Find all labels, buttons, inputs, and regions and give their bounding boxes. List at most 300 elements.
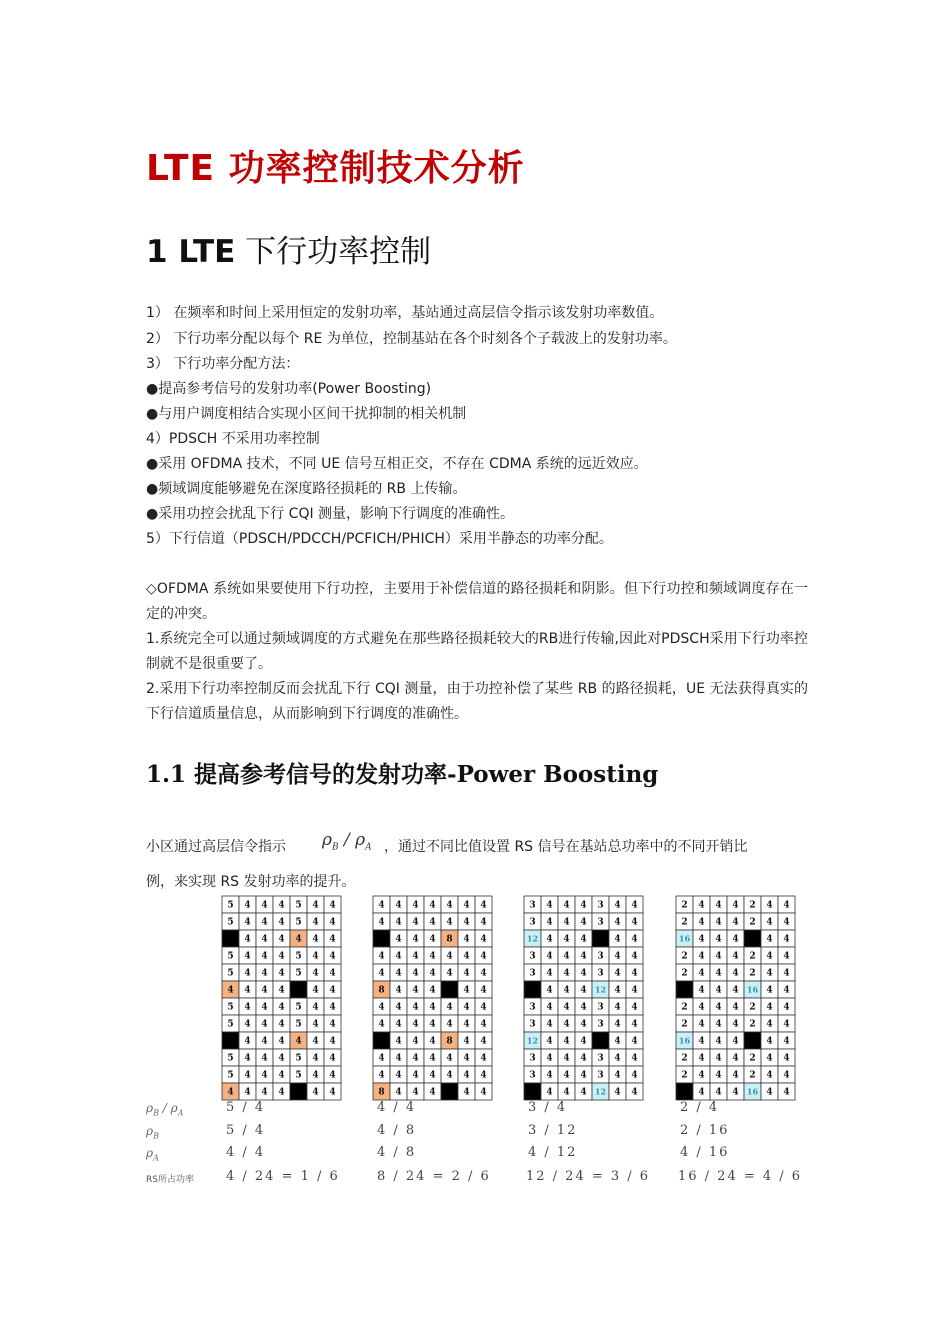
re-cell-value: 4 bbox=[546, 934, 553, 945]
re-cell bbox=[676, 1083, 693, 1100]
re-cell-value: 4 bbox=[614, 1053, 621, 1064]
re-cell-value: 4 bbox=[766, 1036, 773, 1047]
re-cell-value: 4 bbox=[463, 900, 470, 911]
re-cell-value: 4 bbox=[261, 1070, 268, 1081]
slash: / bbox=[338, 830, 356, 850]
re-cell-value: 4 bbox=[412, 1087, 419, 1098]
re-cell-value: 4 bbox=[698, 951, 705, 962]
re-cell-value: 4 bbox=[446, 917, 453, 928]
re-cell-value: 5 bbox=[227, 1053, 234, 1064]
re-cell-value: 4 bbox=[261, 934, 268, 945]
re-cell-value: 4 bbox=[329, 1087, 336, 1098]
slash: / bbox=[158, 1101, 171, 1115]
re-cell-value: 4 bbox=[614, 934, 621, 945]
re-cell-value: 4 bbox=[463, 917, 470, 928]
re-cell-value: 4 bbox=[614, 951, 621, 962]
re-cell-value: 4 bbox=[580, 968, 587, 979]
col3-rho-a: 4 / 12 bbox=[528, 1145, 578, 1160]
re-cell-value: 4 bbox=[312, 1019, 319, 1030]
re-cell-value: 4 bbox=[429, 900, 436, 911]
re-cell-value: 4 bbox=[766, 1087, 773, 1098]
re-grid-2 bbox=[373, 896, 492, 1100]
re-cell-value: 3 bbox=[529, 900, 536, 911]
re-cell-value: 4 bbox=[546, 1053, 553, 1064]
re-cell-value: 5 bbox=[295, 968, 302, 979]
rho-subscript: A bbox=[177, 1108, 184, 1118]
document-title: LTE 功率控制技术分析 bbox=[146, 148, 525, 189]
re-cell-value: 4 bbox=[378, 900, 385, 911]
col2-ratio: 4 / 4 bbox=[377, 1100, 417, 1115]
re-cell-value: 4 bbox=[446, 900, 453, 911]
re-cell-value: 4 bbox=[429, 1036, 436, 1047]
re-cell-value: 4 bbox=[329, 1053, 336, 1064]
label-rs-power: RS所占功率 bbox=[146, 1175, 194, 1185]
re-cell-value: 4 bbox=[563, 934, 570, 945]
re-cell-value: 4 bbox=[312, 951, 319, 962]
re-cell-value: 4 bbox=[698, 1019, 705, 1030]
re-cell-value: 4 bbox=[614, 917, 621, 928]
col4-ratio: 2 / 4 bbox=[680, 1100, 720, 1115]
re-cell-value: 4 bbox=[480, 934, 487, 945]
re-cell-value: 3 bbox=[597, 1053, 604, 1064]
list-item: 3） 下行功率分配方法： bbox=[146, 356, 300, 372]
paragraph-ofdma: ◇OFDMA 系统如果要使用下行功控，主要用于补偿信道的路径损耗和阴影。但下行功控和频域调度存在一定的冲突。 bbox=[146, 581, 808, 622]
re-cell-value: 4 bbox=[563, 1053, 570, 1064]
re-cell-value: 4 bbox=[732, 917, 739, 928]
re-cell-value: 4 bbox=[631, 1053, 638, 1064]
col4-rs: 16 / 24 = 4 / 6 bbox=[678, 1169, 803, 1184]
re-cell-value: 4 bbox=[378, 1002, 385, 1013]
re-cell bbox=[441, 981, 458, 998]
re-cell-value: 4 bbox=[278, 985, 285, 996]
re-cell-value: 4 bbox=[580, 934, 587, 945]
re-cell-value: 4 bbox=[563, 1019, 570, 1030]
re-cell-value: 4 bbox=[244, 1036, 251, 1047]
re-cell-value: 4 bbox=[295, 1036, 302, 1047]
re-cell-value: 4 bbox=[429, 968, 436, 979]
re-cell-value: 4 bbox=[563, 1087, 570, 1098]
re-cell-value: 4 bbox=[227, 985, 234, 996]
re-cell-value: 4 bbox=[715, 968, 722, 979]
re-cell-value: 4 bbox=[698, 1053, 705, 1064]
re-cell-value: 4 bbox=[329, 951, 336, 962]
re-cell-value: 4 bbox=[312, 900, 319, 911]
re-cell-value: 4 bbox=[698, 917, 705, 928]
re-cell-value: 4 bbox=[412, 900, 419, 911]
re-cell-value: 4 bbox=[395, 1002, 402, 1013]
label-rho-ratio bbox=[146, 1101, 183, 1117]
re-grid-1 bbox=[222, 896, 341, 1100]
col3-ratio: 3 / 4 bbox=[528, 1100, 568, 1115]
re-cell-value: 4 bbox=[698, 1036, 705, 1047]
re-cell-value: 4 bbox=[395, 934, 402, 945]
re-cell-value: 4 bbox=[446, 1019, 453, 1030]
re-cell bbox=[524, 981, 541, 998]
re-cell-value: 2 bbox=[749, 917, 756, 928]
re-cell-value: 3 bbox=[597, 1002, 604, 1013]
re-cell-value: 2 bbox=[749, 1002, 756, 1013]
re-cell-value: 4 bbox=[631, 1036, 638, 1047]
re-cell-value: 4 bbox=[329, 934, 336, 945]
re-cell-value: 4 bbox=[227, 1087, 234, 1098]
re-cell-value: 4 bbox=[480, 968, 487, 979]
re-cell-value: 4 bbox=[329, 1019, 336, 1030]
re-cell-value: 4 bbox=[278, 1087, 285, 1098]
re-cell-value: 12 bbox=[594, 1086, 607, 1097]
re-cell-value: 4 bbox=[261, 1087, 268, 1098]
re-cell-value: 2 bbox=[681, 968, 688, 979]
col3-rho-b: 3 / 12 bbox=[528, 1123, 578, 1138]
re-cell-value: 4 bbox=[480, 985, 487, 996]
re-cell-value: 4 bbox=[378, 917, 385, 928]
re-cell-value: 2 bbox=[749, 1070, 756, 1081]
re-cell-value: 4 bbox=[715, 985, 722, 996]
re-cell-value: 4 bbox=[329, 985, 336, 996]
re-cell-value: 4 bbox=[766, 1070, 773, 1081]
re-cell-value: 4 bbox=[329, 1036, 336, 1047]
re-cell-value: 4 bbox=[412, 951, 419, 962]
re-cell-value: 4 bbox=[766, 1053, 773, 1064]
re-cell-value: 4 bbox=[312, 1070, 319, 1081]
re-cell-value: 4 bbox=[715, 1019, 722, 1030]
re-cell-value: 4 bbox=[732, 985, 739, 996]
re-cell-value: 4 bbox=[412, 934, 419, 945]
re-cell-value: 4 bbox=[698, 1002, 705, 1013]
re-cell-value: 4 bbox=[783, 934, 790, 945]
re-cell-value: 2 bbox=[681, 917, 688, 928]
re-cell-value: 4 bbox=[563, 951, 570, 962]
rho-symbol: ρ bbox=[170, 1101, 178, 1115]
re-cell-value: 4 bbox=[278, 1002, 285, 1013]
re-cell-value: 4 bbox=[412, 1002, 419, 1013]
col1-rho-b: 5 / 4 bbox=[226, 1123, 266, 1138]
list-item: ●频域调度能够避免在深度路径损耗的 RB 上传输。 bbox=[146, 481, 467, 497]
re-cell-value: 4 bbox=[766, 917, 773, 928]
re-cell-value: 3 bbox=[529, 1002, 536, 1013]
re-cell-value: 4 bbox=[580, 1053, 587, 1064]
re-cell-value: 4 bbox=[463, 1036, 470, 1047]
re-cell-value: 4 bbox=[295, 934, 302, 945]
re-cell-value: 4 bbox=[446, 951, 453, 962]
re-cell-value: 4 bbox=[395, 917, 402, 928]
re-cell-value: 4 bbox=[261, 1002, 268, 1013]
paragraph-point-2: 2.采用下行功率控制反而会扰乱下行 CQI 测量，由于功控补偿了某些 RB 的路径损耗，UE 无法获得真实的下行信道质量信息，从而影响到下行调度的准确性。 bbox=[146, 681, 808, 722]
re-cell-value: 4 bbox=[580, 951, 587, 962]
re-cell-value: 4 bbox=[395, 951, 402, 962]
re-cell-value: 4 bbox=[312, 934, 319, 945]
re-cell-value: 4 bbox=[395, 1070, 402, 1081]
re-cell-value: 4 bbox=[480, 1002, 487, 1013]
re-cell-value: 4 bbox=[463, 1002, 470, 1013]
re-cell-value: 4 bbox=[732, 1087, 739, 1098]
re-cell-value: 4 bbox=[480, 1087, 487, 1098]
re-cell-value: 4 bbox=[378, 1070, 385, 1081]
re-cell-value: 2 bbox=[749, 900, 756, 911]
re-cell-value: 4 bbox=[278, 917, 285, 928]
re-cell-value: 4 bbox=[546, 1070, 553, 1081]
list-item: ●采用功控会扰乱下行 CQI 测量，影响下行调度的准确性。 bbox=[146, 506, 515, 522]
re-cell-value: 4 bbox=[244, 1019, 251, 1030]
re-cell-value: 4 bbox=[631, 917, 638, 928]
re-cell-value: 4 bbox=[378, 1019, 385, 1030]
re-cell-value: 4 bbox=[614, 1019, 621, 1030]
rho-subscript: B bbox=[332, 842, 339, 853]
re-cell-value: 2 bbox=[749, 1053, 756, 1064]
re-cell-value: 5 bbox=[227, 1019, 234, 1030]
intro-text-line2: 例，来实现 RS 发射功率的提升。 bbox=[146, 874, 356, 890]
re-cell-value: 4 bbox=[698, 900, 705, 911]
re-cell-value: 12 bbox=[594, 984, 607, 995]
re-cell-value: 4 bbox=[480, 900, 487, 911]
re-cell-value: 3 bbox=[597, 1070, 604, 1081]
re-cell-value: 4 bbox=[312, 917, 319, 928]
re-cell-value: 4 bbox=[698, 985, 705, 996]
re-cell-value: 4 bbox=[244, 1070, 251, 1081]
re-cell-value: 4 bbox=[546, 900, 553, 911]
re-cell bbox=[441, 1083, 458, 1100]
re-cell-value: 4 bbox=[766, 1019, 773, 1030]
re-cell-value: 4 bbox=[412, 917, 419, 928]
list-item: 2） 下行功率分配以每个 RE 为单位，控制基站在各个时刻各个子载波上的发射功率。 bbox=[146, 331, 677, 347]
re-cell-value: 16 bbox=[746, 984, 759, 995]
re-cell-value: 4 bbox=[244, 985, 251, 996]
re-cell-value: 4 bbox=[329, 1002, 336, 1013]
re-cell-value: 4 bbox=[395, 968, 402, 979]
re-cell-value: 3 bbox=[529, 1019, 536, 1030]
re-cell-value: 4 bbox=[429, 1002, 436, 1013]
re-cell-value: 4 bbox=[278, 1036, 285, 1047]
re-cell-value: 16 bbox=[678, 1035, 691, 1046]
rho-symbol: ρ bbox=[146, 1124, 154, 1138]
re-cell-value: 4 bbox=[412, 1053, 419, 1064]
re-cell-value: 4 bbox=[631, 985, 638, 996]
re-cell-value: 5 bbox=[227, 1070, 234, 1081]
col4-rho-a: 4 / 16 bbox=[680, 1145, 730, 1160]
re-cell-value: 3 bbox=[529, 968, 536, 979]
re-cell-value: 4 bbox=[783, 951, 790, 962]
re-cell-value: 3 bbox=[597, 917, 604, 928]
rho-subscript: B bbox=[153, 1108, 159, 1118]
re-cell-value: 4 bbox=[329, 1070, 336, 1081]
re-cell-value: 4 bbox=[244, 917, 251, 928]
re-cell-value: 4 bbox=[546, 951, 553, 962]
re-cell-value: 3 bbox=[597, 951, 604, 962]
re-cell-value: 4 bbox=[261, 1019, 268, 1030]
col2-rho-a: 4 / 8 bbox=[377, 1145, 417, 1160]
re-cell-value: 4 bbox=[614, 1070, 621, 1081]
intro-text-part1: 小区通过高层信令指示 bbox=[146, 839, 286, 855]
re-cell-value: 2 bbox=[681, 1070, 688, 1081]
re-cell-value: 4 bbox=[463, 1019, 470, 1030]
re-cell-value: 2 bbox=[681, 951, 688, 962]
intro-text-part2: ，通过不同比值设置 RS 信号在基站总功率中的不同开销比 bbox=[384, 839, 748, 855]
re-cell-value: 4 bbox=[732, 951, 739, 962]
re-cell-value: 5 bbox=[227, 968, 234, 979]
re-cell-value: 4 bbox=[261, 951, 268, 962]
rho-symbol: ρ bbox=[355, 830, 366, 850]
re-cell-value: 4 bbox=[244, 1087, 251, 1098]
re-cell-value: 4 bbox=[766, 985, 773, 996]
re-cell-value: 4 bbox=[463, 934, 470, 945]
re-cell-value: 4 bbox=[580, 1087, 587, 1098]
re-cell-value: 4 bbox=[631, 1002, 638, 1013]
re-cell-value: 4 bbox=[312, 968, 319, 979]
re-cell bbox=[592, 930, 609, 947]
re-cell-value: 4 bbox=[715, 1053, 722, 1064]
re-cell-value: 16 bbox=[746, 1086, 759, 1097]
re-cell-value: 4 bbox=[463, 968, 470, 979]
re-cell-value: 4 bbox=[563, 968, 570, 979]
re-cell-value: 4 bbox=[715, 917, 722, 928]
re-cell-value: 4 bbox=[783, 917, 790, 928]
re-cell bbox=[290, 981, 307, 998]
re-cell-value: 4 bbox=[429, 917, 436, 928]
re-cell-value: 4 bbox=[329, 900, 336, 911]
re-cell-value: 4 bbox=[546, 917, 553, 928]
re-cell-value: 4 bbox=[715, 934, 722, 945]
rho-subscript: A bbox=[365, 842, 372, 853]
re-cell-value: 4 bbox=[732, 1070, 739, 1081]
re-cell-value: 4 bbox=[261, 900, 268, 911]
label-rho-b bbox=[146, 1124, 159, 1140]
re-cell-value: 4 bbox=[783, 1002, 790, 1013]
re-cell-value: 3 bbox=[529, 1053, 536, 1064]
re-cell-value: 4 bbox=[766, 951, 773, 962]
re-cell-value: 4 bbox=[631, 951, 638, 962]
re-cell-value: 4 bbox=[429, 1070, 436, 1081]
re-cell-value: 4 bbox=[631, 1070, 638, 1081]
re-cell-value: 2 bbox=[681, 1019, 688, 1030]
re-cell-value: 4 bbox=[244, 934, 251, 945]
re-cell-value: 12 bbox=[526, 933, 539, 944]
re-cell-value: 4 bbox=[429, 1019, 436, 1030]
re-cell-value: 4 bbox=[480, 1053, 487, 1064]
re-cell-value: 3 bbox=[529, 951, 536, 962]
re-cell-value: 4 bbox=[412, 1036, 419, 1047]
section-heading-1-number: 1 LTE bbox=[146, 234, 236, 270]
re-cell-value: 3 bbox=[529, 1070, 536, 1081]
re-cell-value: 4 bbox=[244, 1002, 251, 1013]
col3-rs: 12 / 24 = 3 / 6 bbox=[526, 1169, 651, 1184]
re-cell-value: 4 bbox=[698, 1087, 705, 1098]
re-cell-value: 5 bbox=[295, 1002, 302, 1013]
re-cell-value: 4 bbox=[244, 968, 251, 979]
re-cell-value: 4 bbox=[278, 1053, 285, 1064]
re-cell-value: 8 bbox=[446, 1036, 453, 1047]
re-cell-value: 5 bbox=[295, 900, 302, 911]
col1-rs: 4 / 24 = 1 / 6 bbox=[226, 1169, 340, 1184]
re-cell-value: 4 bbox=[412, 985, 419, 996]
re-cell-value: 4 bbox=[546, 968, 553, 979]
re-cell-value: 16 bbox=[678, 933, 691, 944]
re-cell-value: 4 bbox=[480, 1036, 487, 1047]
re-cell-value: 4 bbox=[395, 1087, 402, 1098]
re-cell-value: 4 bbox=[261, 1053, 268, 1064]
re-cell-value: 2 bbox=[749, 1019, 756, 1030]
re-cell-value: 4 bbox=[261, 917, 268, 928]
re-cell-value: 4 bbox=[563, 917, 570, 928]
re-cell-value: 4 bbox=[783, 1019, 790, 1030]
re-cell-value: 4 bbox=[244, 951, 251, 962]
re-cell-value: 8 bbox=[378, 1087, 385, 1098]
re-cell-value: 4 bbox=[429, 1053, 436, 1064]
re-cell-value: 5 bbox=[227, 1002, 234, 1013]
re-cell-value: 4 bbox=[278, 968, 285, 979]
col1-ratio: 5 / 4 bbox=[226, 1100, 266, 1115]
re-cell-value: 4 bbox=[766, 934, 773, 945]
re-cell-value: 3 bbox=[597, 1019, 604, 1030]
col4-rho-b: 2 / 16 bbox=[680, 1123, 730, 1138]
re-cell-value: 4 bbox=[278, 900, 285, 911]
re-cell-value: 4 bbox=[244, 900, 251, 911]
re-cell-value: 4 bbox=[329, 917, 336, 928]
re-cell-value: 5 bbox=[227, 951, 234, 962]
re-cell-value: 4 bbox=[783, 1036, 790, 1047]
re-cell-value: 4 bbox=[446, 968, 453, 979]
re-grid-3 bbox=[524, 896, 643, 1100]
re-cell-value: 4 bbox=[631, 934, 638, 945]
re-cell-value: 4 bbox=[580, 1070, 587, 1081]
re-cell-value: 4 bbox=[546, 1087, 553, 1098]
re-cell-value: 4 bbox=[698, 1070, 705, 1081]
section-heading-1-text: 下行功率控制 bbox=[235, 234, 432, 270]
re-cell-value: 4 bbox=[378, 1053, 385, 1064]
re-cell bbox=[373, 930, 390, 947]
re-cell-value: 2 bbox=[749, 968, 756, 979]
re-cell bbox=[373, 1032, 390, 1049]
re-cell-value: 4 bbox=[312, 1002, 319, 1013]
re-cell-value: 8 bbox=[378, 985, 385, 996]
rho-symbol: ρ bbox=[146, 1101, 154, 1115]
list-item: 4）PDSCH 不采用功率控制 bbox=[146, 431, 320, 447]
re-cell-value: 4 bbox=[395, 1019, 402, 1030]
re-cell-value: 4 bbox=[715, 1036, 722, 1047]
re-cell bbox=[222, 930, 239, 947]
re-cell-value: 4 bbox=[378, 968, 385, 979]
re-cell-value: 4 bbox=[631, 1087, 638, 1098]
rho-subscript: B bbox=[153, 1131, 159, 1141]
re-cell-value: 4 bbox=[766, 968, 773, 979]
re-cell-value: 4 bbox=[715, 1070, 722, 1081]
re-cell-value: 4 bbox=[412, 1070, 419, 1081]
list-item: 5）下行信道（PDSCH/PDCCH/PCFICH/PHICH）采用半静态的功率分配。 bbox=[146, 531, 613, 547]
re-cell-value: 4 bbox=[783, 985, 790, 996]
re-cell-value: 4 bbox=[546, 1019, 553, 1030]
re-cell-value: 4 bbox=[715, 951, 722, 962]
re-cell-value: 4 bbox=[278, 951, 285, 962]
re-cell bbox=[290, 1083, 307, 1100]
list-item: ●提高参考信号的发射功率(Power Boosting) bbox=[146, 381, 432, 397]
re-cell-value: 4 bbox=[429, 985, 436, 996]
re-cell-value: 4 bbox=[580, 900, 587, 911]
re-cell-value: 4 bbox=[480, 1070, 487, 1081]
re-cell-value: 4 bbox=[783, 900, 790, 911]
re-cell-value: 4 bbox=[278, 1019, 285, 1030]
re-cell-value: 2 bbox=[681, 1053, 688, 1064]
re-cell-value: 2 bbox=[749, 951, 756, 962]
re-cell-value: 4 bbox=[563, 1036, 570, 1047]
re-cell-value: 4 bbox=[715, 900, 722, 911]
re-cell-value: 4 bbox=[766, 1002, 773, 1013]
col2-rs: 8 / 24 = 2 / 6 bbox=[377, 1169, 491, 1184]
rho-symbol: ρ bbox=[322, 830, 332, 850]
re-cell-value: 4 bbox=[395, 1053, 402, 1064]
re-cell-value: 3 bbox=[597, 968, 604, 979]
re-cell-value: 4 bbox=[261, 968, 268, 979]
re-cell-value: 4 bbox=[783, 1070, 790, 1081]
list-item: ●与用户调度相结合实现小区间干扰抑制的相关机制 bbox=[146, 406, 467, 422]
re-cell-value: 4 bbox=[312, 985, 319, 996]
